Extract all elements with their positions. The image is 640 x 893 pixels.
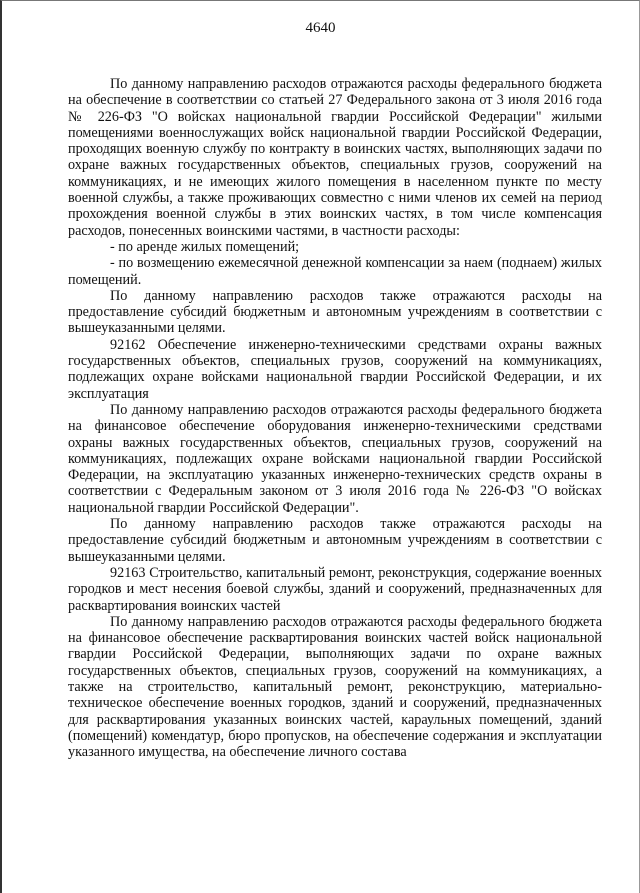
list-item-compensation: - по возмещению ежемесячной денежной компенсации за наем (поднаем) жилых помещений. [68, 255, 602, 288]
page-number: 4640 [305, 20, 336, 36]
paragraph-subsidies-2: По данному направлению расходов также отражаются расходы на предоставление субсидий бюджетным и автономным учреждениям в соответствии с вышеуказанными целями. [68, 516, 602, 565]
list-item-rent: - по аренде жилых помещений; [110, 238, 300, 255]
paragraph-92163-description: По данному направлению расходов отражаются расходы федерального бюджета на финансовое обеспечение расквартирования воинских частей войск национальной гвардии Российской Федерации, выполняющих задачи по охране важных государственных объектов, специальных грузов, сооружений на коммуникациях, а также на строительство, капитальный ремонт, реконструкцию, материально-техническое обеспечение военных городков, зданий и сооружений, предназначенных для расквартирования указанных воинских частей, караульных помещений, зданий (помещений) комендатур, бюро пропусков, на обеспечение содержания и эксплуатации указанного имущества, на обеспечение личного состава [68, 613, 602, 761]
document-body [68, 76, 602, 760]
paragraph-92162-description: По данному направлению расходов отражаются расходы федерального бюджета на финансовое обеспечение оборудования инженерно-техническими средствами охраны важных государственных объектов, специальных грузов, сооружений на коммуникациях, подлежащих охране войсками национальной гвардии Российской Федерации, на эксплуатацию указанных инженерно-технических средств охраны в соответствии с Федеральным законом от 3 июля 2016 года № 226-ФЗ "О войсках национальной гвардии Российской Федерации". [68, 401, 602, 516]
paragraph-92162-heading: 92162 Обеспечение инженерно-техническими средствами охраны важных государственных объектов, специальных грузов, сооружений на коммуникациях, подлежащих охране войсками национальной гвардии Российской Федерации, и их эксплуатация [68, 336, 602, 402]
paragraph-housing-expenses: По данному направлению расходов отражаются расходы федерального бюджета на обеспечение в соответствии со статьей 27 Федерального закона от 3 июля 2016 года № 226-ФЗ "О войсках национальной гвардии Российской Федерации" жилыми помещениями военнослужащих войск национальной гвардии Российской Федерации, проходящих военную службу по контракту в воинских частях, выполняющих задачи по охране важных государственных объектов, специальных грузов, сооружений на коммуникациях, и не имеющих жилого помещения в населенном пункте по месту военной службы, а также проживающих совместно с ними членов их семей на период прохождения военной службы в этих воинских частях, в том числе компенсация расходов, понесенных воинскими частями, в частности расходы: [68, 76, 602, 239]
paragraph-subsidies-1: По данному направлению расходов также отражаются расходы на предоставление субсидий бюджетным и автономным учреждениям в соответствии с вышеуказанными целями. [68, 287, 602, 337]
paragraph-92163-heading: 92163 Строительство, капитальный ремонт, реконструкция, содержание военных городков и мест несения боевой службы, зданий и сооружений, предназначенных для расквартирования воинских частей [68, 564, 602, 614]
